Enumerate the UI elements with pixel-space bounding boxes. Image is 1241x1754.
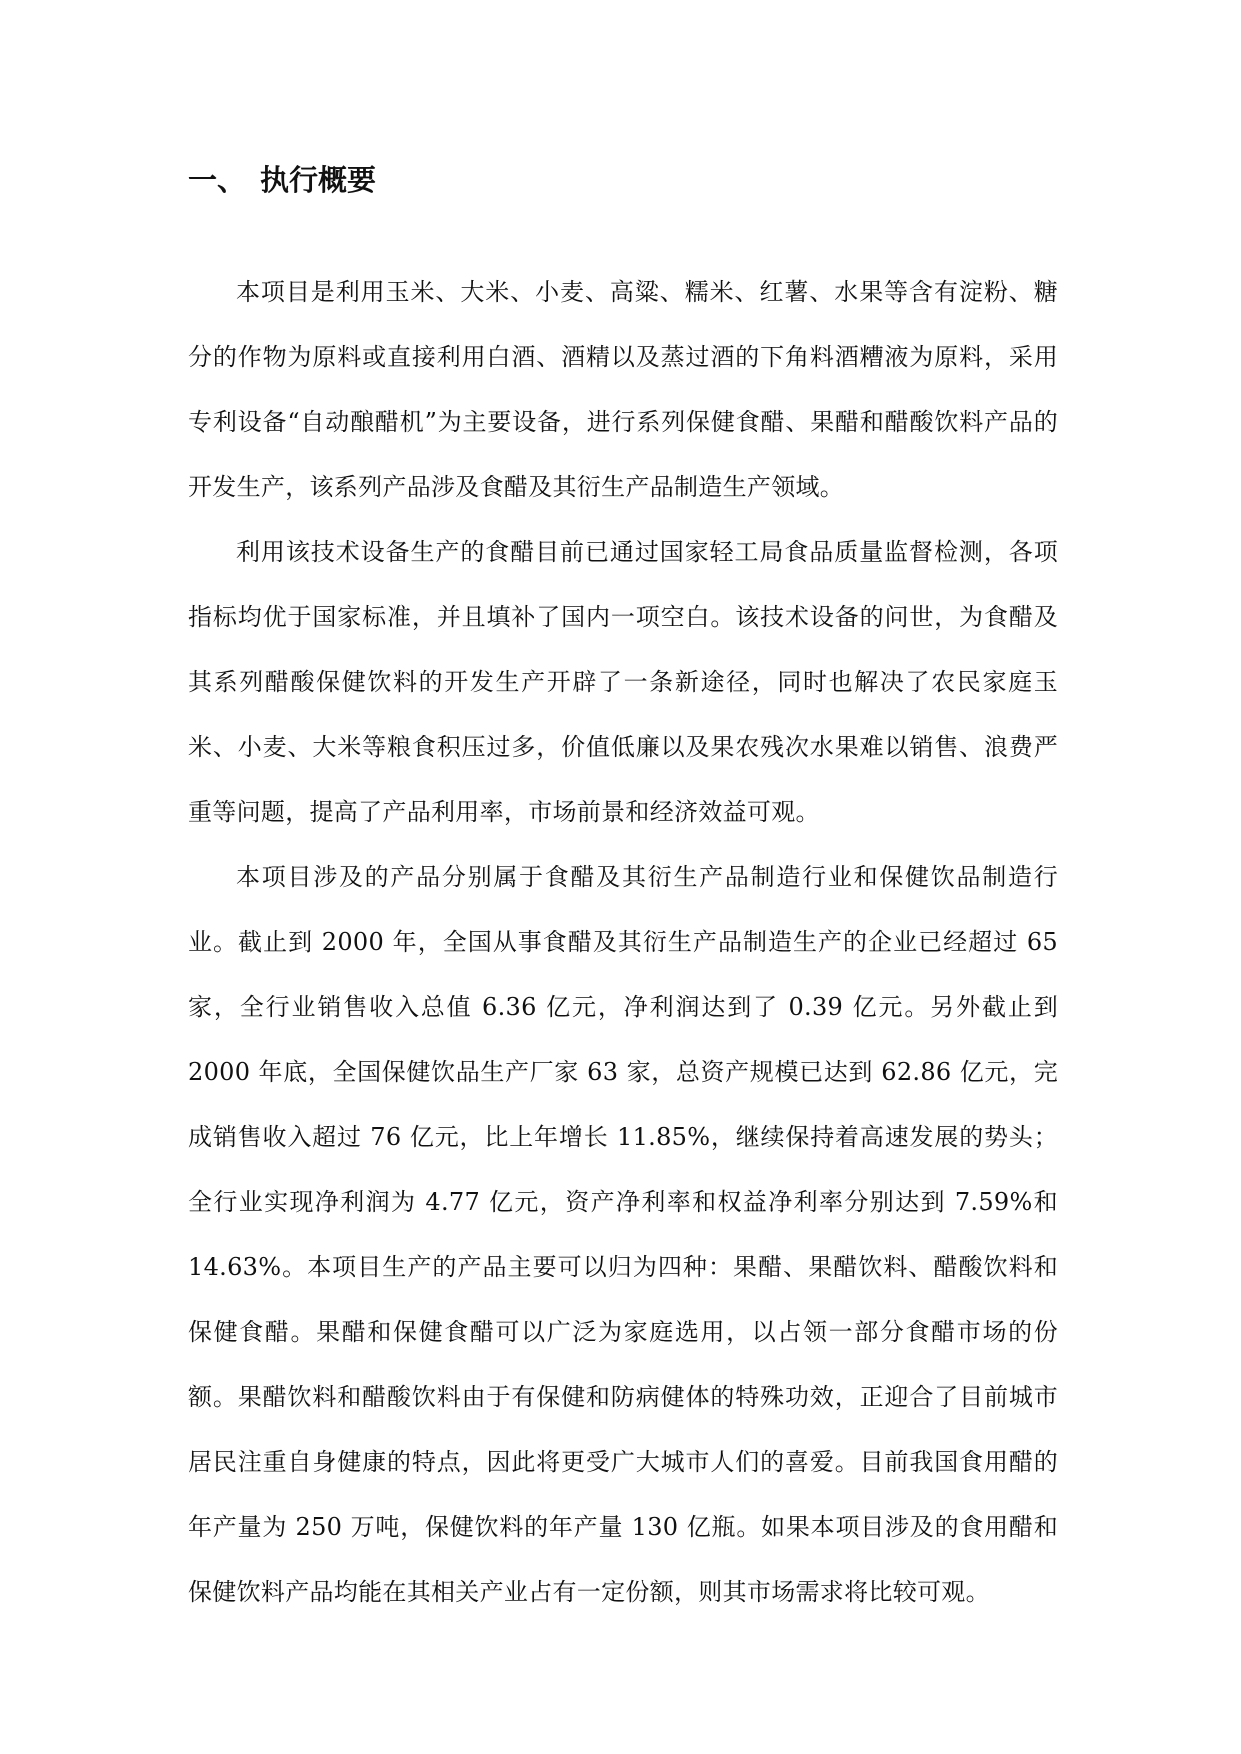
section-title: 执行概要	[260, 163, 377, 197]
paragraph-technology-benefits: 利用该技术设备生产的食醋目前已通过国家轻工局食品质量监督检测，各项指标均优于国家标准，并且填补了国内一项空白。该技术设备的问世，为食醋及其系列醋酸保健饮料的开发生产开辟了一条新途径，同时也解决了农民家庭玉米、小麦、大米等粮食积压过多，价值低廉以及果农残次水果难以销售、浪费严重等问题，提高了产品利用率，市场前景和经济效益可观。	[188, 538, 1058, 826]
paragraph-project-overview: 本项目是利用玉米、大米、小麦、高粱、糯米、红薯、水果等含有淀粉、糖分的作物为原料或直接利用白酒、酒精以及蒸过酒的下角料酒糟液为原料，采用专利设备“自动酿醋机”为主要设备，进行系列保健食醋、果醋和醋酸饮料产品的开发生产，该系列产品涉及食醋及其衍生产品制造生产领域。	[188, 278, 1058, 501]
paragraph-market-analysis: 本项目涉及的产品分别属于食醋及其衍生产品制造行业和保健饮品制造行业。截止到 2000 年，全国从事食醋及其衍生产品制造生产的企业已经超过 65 家，全行业销售收入总值 6.36 亿元，净利润达到了 0.39 亿元。另外截止到 2000 年底，全国保健饮品生产厂家 63 家，总资产规模已达到 62.86 亿元，完成销售收入超过 76 亿元，比上年增长 11.85%，继续保持着高速发展的势头；全行业实现净利润为 4.77 亿元，资产净利率和权益净利率分别达到 7.59%和 14.63%。本项目生产的产品主要可以归为四种：果醋、果醋饮料、醋酸饮料和保健食醋。果醋和保健食醋可以广泛为家庭选用，以占领一部分食醋市场的份额。果醋饮料和醋酸饮料由于有保健和防病健体的特殊功效，正迎合了目前城市居民注重自身健康的特点，因此将更受广大城市人们的喜爱。目前我国食用醋的年产量为 250 万吨，保健饮料的年产量 130 亿瓶。如果本项目涉及的食用醋和保健饮料产品均能在其相关产业占有一定份额，则其市场需求将比较可观。	[188, 863, 1058, 1606]
section-heading	[188, 160, 376, 200]
section-body	[188, 260, 1058, 1625]
section-number: 一、	[188, 163, 247, 197]
